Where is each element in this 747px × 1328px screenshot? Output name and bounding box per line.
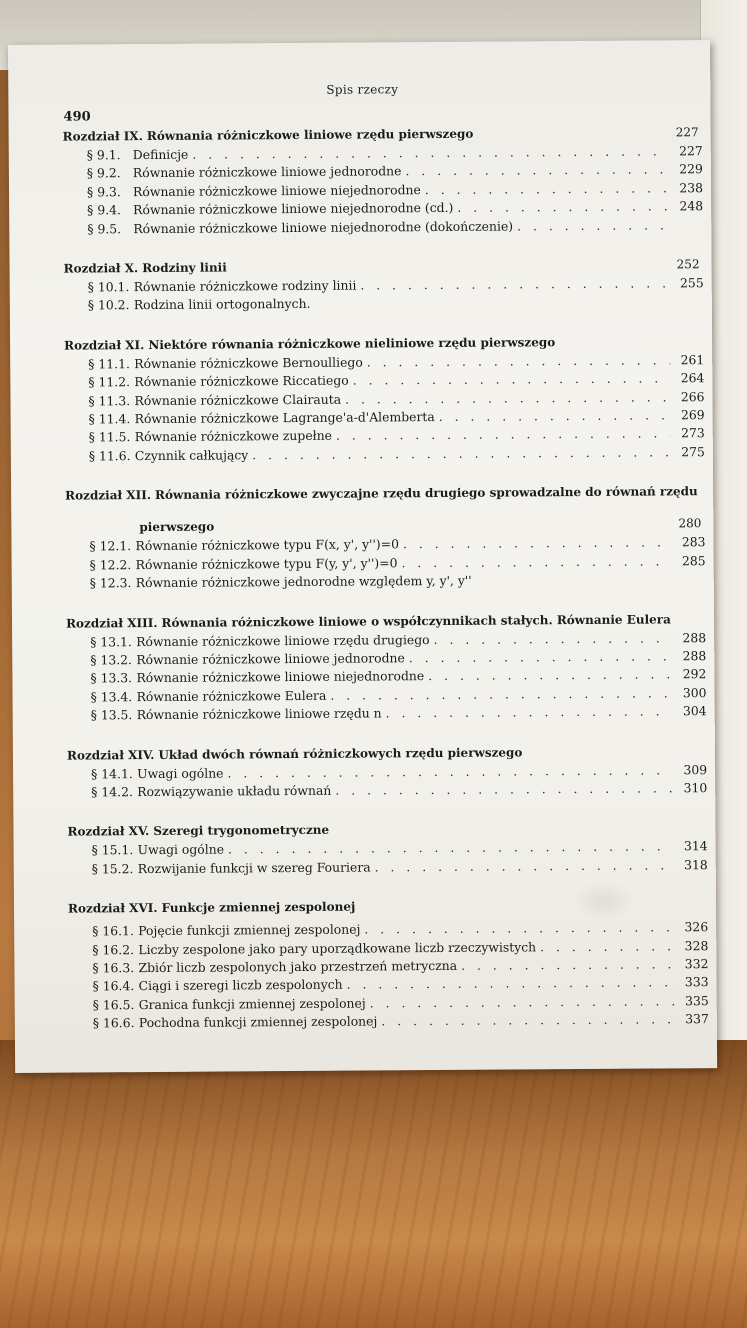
section-title: Zbiór liczb zespolonych jako przestrzeń metryczna xyxy=(138,957,458,976)
section-number: § 9.3. xyxy=(86,184,121,200)
chapter-xiii xyxy=(66,611,707,725)
section-page: 337 xyxy=(685,1011,709,1027)
section-number: § 16.4. xyxy=(92,978,135,994)
chapter-title: Rodziny linii xyxy=(142,260,227,276)
chapter-title: Szeregi trygonometryczne xyxy=(153,823,330,839)
section-page: 269 xyxy=(680,407,705,423)
chapter-number: Rozdział IX. xyxy=(62,129,143,144)
section-title: Uwagi ogólne xyxy=(137,765,224,781)
chapter-number: Rozdział XI. xyxy=(64,337,145,353)
section-page: 261 xyxy=(680,351,705,368)
section-title: Równanie różniczkowe liniowe rzędu drugiego xyxy=(136,631,430,649)
section-number: § 13.4. xyxy=(90,688,133,705)
dot-leader xyxy=(353,370,671,391)
section-page: 238 xyxy=(679,179,704,196)
page-smudge xyxy=(574,881,634,921)
chapter-page: 227 xyxy=(675,125,699,140)
section-page: 229 xyxy=(679,161,703,177)
dot-leader xyxy=(330,684,672,705)
section-title: Czynnik całkujący xyxy=(134,447,249,463)
section-title: Równanie różniczkowe typu F(x, y', y'')=0 xyxy=(135,536,400,554)
section-title: Równanie różniczkowe liniowe niejednorodne (cd.) xyxy=(133,200,454,218)
dot-leader xyxy=(428,666,672,686)
section-page: 300 xyxy=(682,684,707,701)
dot-leader xyxy=(360,274,669,295)
section-page: 304 xyxy=(682,703,707,719)
section-number: § 16.1. xyxy=(92,923,134,939)
section-page: 333 xyxy=(684,974,709,990)
section-page: 335 xyxy=(684,992,709,1009)
toc-entry xyxy=(69,1010,709,1033)
section-title: Równanie różniczkowe Clairauta xyxy=(134,391,342,408)
dot-leader xyxy=(405,161,669,181)
section-title: Rodzina linii ortogonalnych. xyxy=(133,296,311,313)
section-title: Równanie różniczkowe Lagrange'a-d'Alemberta xyxy=(134,409,435,427)
chapter-number: Rozdział XVI. xyxy=(67,901,158,916)
chapter-heading xyxy=(65,483,705,503)
chapter-title: Funkcje zmiennej zespolonej xyxy=(161,899,356,916)
dot-leader xyxy=(401,552,671,572)
section-page: 264 xyxy=(680,370,705,386)
section-number: § 11.6. xyxy=(88,448,131,464)
dot-leader xyxy=(461,955,674,975)
chapter-xiv xyxy=(67,743,707,802)
section-number: § 9.5. xyxy=(87,220,122,237)
section-title: Ciągi i szeregi liczb zespolonych xyxy=(138,977,343,994)
chapter-heading xyxy=(64,333,704,353)
section-number: § 13.3. xyxy=(90,670,133,686)
section-page: 310 xyxy=(683,780,708,796)
chapter-xv xyxy=(67,819,707,878)
chapter-page: 252 xyxy=(676,257,700,272)
section-page: 255 xyxy=(679,275,704,291)
section-number: § 12.2. xyxy=(89,556,132,573)
section-page: 318 xyxy=(684,856,708,873)
section-number: § 13.2. xyxy=(90,652,133,668)
section-page: 275 xyxy=(681,444,705,460)
section-number: § 12.3. xyxy=(89,575,132,591)
section-list xyxy=(66,629,707,725)
section-page: 273 xyxy=(681,425,705,441)
section-number: § 13.1. xyxy=(90,633,132,649)
section-number: § 11.1. xyxy=(88,356,130,372)
chapter-heading xyxy=(66,611,706,631)
section-number: § 14.2. xyxy=(91,784,133,800)
section-number: § 16.3. xyxy=(92,960,135,976)
chapter-ix xyxy=(63,124,704,238)
section-title: Pochodna funkcji zmiennej zespolonej xyxy=(138,1013,378,1031)
section-page: 309 xyxy=(683,761,708,777)
page-number: 490 xyxy=(63,109,91,125)
chapter-x xyxy=(64,256,704,315)
section-title: Równanie różniczkowe Bernoulliego xyxy=(134,354,363,371)
section-list xyxy=(64,351,705,466)
chapter-heading-continuation xyxy=(65,515,705,535)
section-title: Pojęcie funkcji zmiennej zespolonej xyxy=(138,921,361,939)
section-title: Równanie różniczkowe liniowe niejednorodne xyxy=(136,668,425,686)
dot-leader xyxy=(425,179,669,199)
chapter-page xyxy=(670,333,700,349)
dot-leader xyxy=(252,443,671,464)
section-number: § 16.5. xyxy=(92,996,135,1013)
section-title: Równanie różniczkowe Riccatiego xyxy=(134,372,349,390)
chapter-number: Rozdział XII. xyxy=(65,488,152,503)
section-page: 328 xyxy=(684,937,709,953)
chapter-heading xyxy=(64,256,704,276)
dot-leader xyxy=(336,425,671,446)
dot-leader xyxy=(517,216,669,235)
section-list xyxy=(68,837,708,878)
section-number: § 11.4. xyxy=(88,411,131,427)
chapter-title: Niektóre równania różniczkowe nieliniowe rzędu pierwszego xyxy=(148,335,556,352)
dot-leader xyxy=(434,629,673,649)
dot-leader xyxy=(403,534,672,554)
section-page: 326 xyxy=(684,919,709,935)
section-title: Granica funkcji zmiennej zespolonej xyxy=(138,995,366,1012)
dot-leader xyxy=(367,351,671,372)
section-title: Równanie różniczkowe typu F(y, y', y'')=0 xyxy=(135,554,398,572)
chapter-heading xyxy=(63,124,703,144)
wooden-table xyxy=(0,1040,747,1328)
section-list xyxy=(67,761,707,802)
section-number: § 14.1. xyxy=(91,765,133,781)
section-number: § 15.2. xyxy=(91,860,134,877)
section-page: 283 xyxy=(681,534,706,550)
section-number: § 15.1. xyxy=(91,842,134,858)
section-title: Równanie różniczkowe liniowe rzędu n xyxy=(136,705,382,723)
section-page: 314 xyxy=(683,838,708,854)
section-page: 266 xyxy=(680,388,705,404)
chapter-title: Układ dwóch równań różniczkowych rzędu pierwszego xyxy=(158,744,523,762)
section-number: § 11.5. xyxy=(88,429,131,445)
section-page: 288 xyxy=(682,629,707,645)
chapter-xi xyxy=(64,333,705,466)
chapter-title: Równania różniczkowe liniowe rzędu pierwszego xyxy=(146,126,474,144)
section-title: Równanie różniczkowe rodziny linii xyxy=(133,277,357,295)
chapter-number: Rozdział XIV. xyxy=(66,747,155,763)
chapter-title: Równania różniczkowe zwyczajne rzędu drugiego sprowadzalne do równań rzędu xyxy=(154,484,698,503)
section-title: Równanie różniczkowe jednorodne względem y, y', y'' xyxy=(135,572,472,591)
section-title: Rozwijanie funkcji w szereg Fouriera xyxy=(137,859,371,876)
section-number: § 9.1. xyxy=(86,147,121,163)
section-number: § 16.2. xyxy=(92,941,135,957)
section-page: 288 xyxy=(682,648,707,664)
running-title: Spis rzeczy xyxy=(326,82,399,97)
chapter-title-cont: pierwszego xyxy=(139,519,215,535)
dot-leader xyxy=(364,919,674,940)
book-page xyxy=(8,40,717,1073)
section-title: Równanie różniczkowe liniowe niejednorodne xyxy=(132,181,421,199)
section-list xyxy=(63,142,704,238)
section-number: § 10.1. xyxy=(87,279,130,295)
section-title: Równanie różniczkowe Eulera xyxy=(136,687,327,704)
section-list xyxy=(68,918,709,1033)
section-number: § 16.6. xyxy=(92,1015,135,1031)
dot-leader xyxy=(540,937,674,956)
section-number: § 12.1. xyxy=(89,538,132,554)
section-number: § 10.2. xyxy=(87,297,130,313)
dot-leader xyxy=(386,703,673,723)
dot-leader xyxy=(345,388,671,409)
dot-leader xyxy=(370,992,675,1013)
dot-leader xyxy=(375,856,674,876)
section-number: § 11.3. xyxy=(88,392,131,409)
section-number: § 11.2. xyxy=(88,374,131,390)
section-title: Rozwiązywanie układu równań xyxy=(137,782,332,800)
chapter-number: Rozdział XIII. xyxy=(65,615,158,631)
dot-leader xyxy=(335,779,673,800)
section-title: Uwagi ogólne xyxy=(137,841,225,858)
section-number: § 9.4. xyxy=(87,202,121,218)
chapter-page: 280 xyxy=(678,516,702,531)
section-number: § 13.5. xyxy=(90,707,133,723)
section-title: Równanie różniczkowe liniowe jednorodne xyxy=(132,163,402,181)
dot-leader xyxy=(409,647,673,667)
chapter-heading xyxy=(67,743,707,763)
section-page: 248 xyxy=(679,198,704,214)
section-page: 292 xyxy=(682,666,707,682)
chapter-number: Rozdział X. xyxy=(63,261,139,276)
chapter-title: Równania różniczkowe liniowe o współczynnikach stałych. Równanie Eulera xyxy=(161,611,671,630)
section-page: 285 xyxy=(681,552,706,568)
section-list xyxy=(65,533,705,593)
section-title: Równanie różniczkowe liniowe jednorodne xyxy=(136,650,405,668)
dot-leader xyxy=(347,974,675,995)
chapter-heading xyxy=(67,819,707,839)
dot-leader xyxy=(457,198,669,218)
chapter-xii xyxy=(65,483,706,593)
dot-leader xyxy=(439,406,671,426)
section-title: Równanie różniczkowe liniowe niejednorodne (dokończenie) xyxy=(133,218,514,236)
section-title: Liczby zespolone jako pary uporządkowane liczb rzeczywistych xyxy=(138,938,537,957)
dot-leader xyxy=(381,1011,675,1031)
section-title: Definicje xyxy=(132,146,189,163)
chapter-number: Rozdział XV. xyxy=(67,824,150,839)
section-page: 227 xyxy=(679,143,703,159)
section-list xyxy=(64,274,704,315)
section-page: 332 xyxy=(684,956,709,972)
section-number: § 9.2. xyxy=(86,165,121,181)
section-title: Równanie różniczkowe zupełne xyxy=(134,428,333,445)
